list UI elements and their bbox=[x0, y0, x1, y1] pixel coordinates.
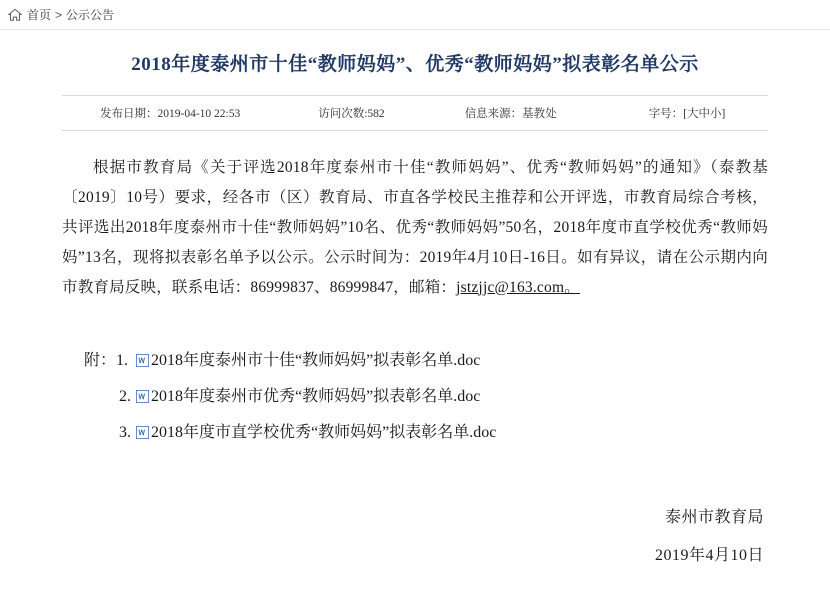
view-count: 访问次数:582 bbox=[318, 107, 385, 120]
signature-organization: 泰州市教育局 bbox=[664, 508, 764, 526]
email-link[interactable]: jstzjjc@163.com。 bbox=[456, 278, 580, 296]
font-size-selector bbox=[649, 105, 726, 121]
breadcrumb-item-current[interactable]: 公示公告 bbox=[66, 8, 115, 22]
attachment-number: 1. bbox=[116, 351, 129, 369]
publish-date: 发布日期：2019-04-10 22:53 bbox=[100, 107, 241, 120]
attachment-prefix bbox=[84, 343, 136, 379]
attachment-number: 2. bbox=[119, 387, 131, 405]
attachment-number: 3. bbox=[119, 423, 131, 441]
font-size-label: 字号：[ bbox=[648, 107, 688, 120]
attachment-item bbox=[84, 415, 768, 451]
document-meta bbox=[62, 96, 768, 130]
attachment-link[interactable]: 2018年度泰州市优秀“教师妈妈”拟表彰名单.doc bbox=[151, 387, 481, 405]
breadcrumb-item-home[interactable]: 首页 bbox=[27, 8, 52, 22]
font-size-label-end: ] bbox=[721, 107, 726, 120]
word-document-icon bbox=[136, 426, 149, 439]
document-page bbox=[0, 52, 830, 575]
attachment-link[interactable]: 2018年度泰州市十佳“教师妈妈”拟表彰名单.doc bbox=[151, 351, 481, 369]
breadcrumb-separator: > bbox=[55, 7, 63, 22]
word-document-icon bbox=[136, 390, 149, 403]
signature-date: 2019年4月10日 bbox=[654, 546, 764, 564]
attachment-label: 附： bbox=[84, 351, 117, 369]
font-size-small[interactable]: 小 bbox=[710, 107, 722, 120]
signature-block bbox=[62, 499, 768, 575]
attachment-item bbox=[84, 343, 768, 379]
article-paragraph bbox=[62, 153, 768, 303]
information-source: 信息来源：基教处 bbox=[464, 107, 557, 120]
article-text: 根据市教育局《关于评选2018年度泰州市十佳“教师妈妈”、优秀“教师妈妈”的通知》（泰教基〔2019〕10号）要求，经各市（区）教育局、市直各学校民主推荐和公开评选，市教育局综合考核，共评选出2018年度泰州市十佳“教师妈妈”10名、优秀“教师妈妈”50名，2018年度市直学校优秀“教师妈妈”13名，现将拟表彰名单予以公示。公示时间为：2019年4月10日-16日。如有异议，请在公示期内向市教育局反映，联系电话：86999837、86999847，邮箱： bbox=[62, 158, 768, 296]
home-icon bbox=[8, 8, 22, 22]
attachment-item bbox=[84, 379, 768, 415]
attachment-list bbox=[62, 343, 768, 451]
divider-bottom bbox=[62, 130, 768, 131]
page-title: 2018年度泰州市十佳“教师妈妈”、优秀“教师妈妈”拟表彰名单公示 bbox=[131, 54, 699, 75]
word-document-icon bbox=[136, 354, 149, 367]
article-body bbox=[62, 153, 768, 303]
font-size-large[interactable]: 大 bbox=[687, 107, 699, 120]
breadcrumb bbox=[0, 0, 830, 30]
font-size-medium[interactable]: 中 bbox=[698, 107, 711, 120]
attachment-link[interactable]: 2018年度市直学校优秀“教师妈妈”拟表彰名单.doc bbox=[151, 423, 497, 441]
